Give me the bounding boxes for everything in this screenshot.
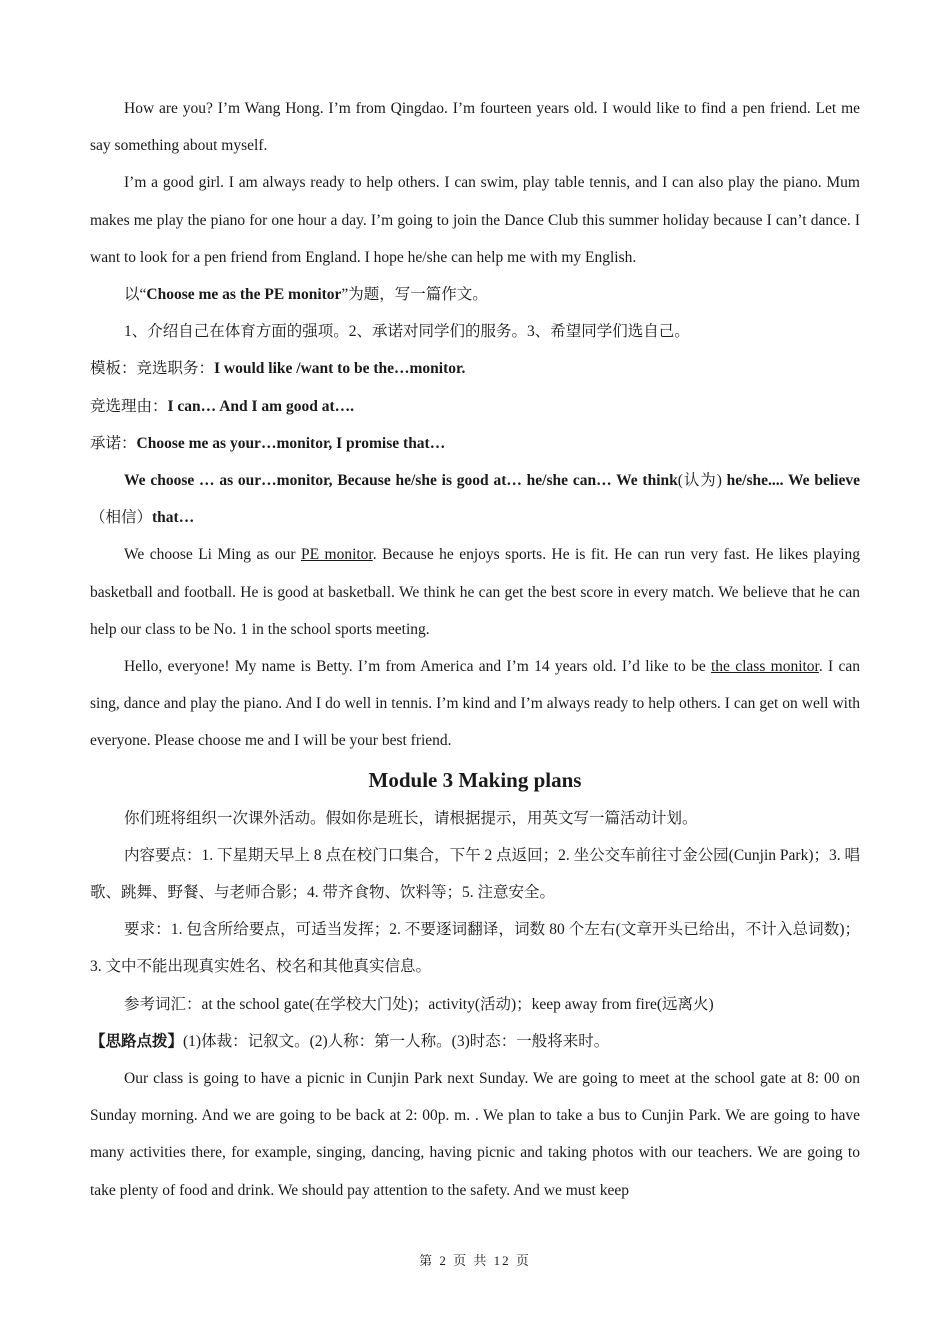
essay1-after: . Because he enjoys sports. He is fit. He can run very fast. He likes playing basketball and football. He is good at basketball. We think he can get the best score in every match. We believe that he can help our class to be No. 1 in the school sports meeting. [90,546,860,638]
module3-content-points: 内容要点：1. 下星期天早上 8 点在校门口集合，下午 2 点返回；2. 坐公交车前往寸金公园(Cunjin Park)；3. 唱歌、跳舞、野餐、与老师合影；4. 带齐食物、饮料等；5. 注意安全。 [90,846,860,902]
template-text-1: I would like /want to be the…monitor. [214,360,466,378]
module3-vocab: 参考词汇：at the school gate(在学校大门处)；activity(活动)；keep away from fire(远离火) [124,995,714,1013]
essay1-before: We choose Li Ming as our [124,546,301,564]
module3-tips [90,1023,860,1060]
module3-essay: Our class is going to have a picnic in Cunjin Park next Sunday. We are going to meet at the school gate at 8: 00 on Sunday morning. And we are going to be back at 2: 00p. m. . We plan to take a bus to Cunjin Park. We are going to have many activities there, for example, singing, dancing, having picnic and taking photos with our teachers. We are going to take plenty of food and drink. We should pay attention to the safety. And we must keep [90,1070,860,1199]
template-line-1 [90,350,860,387]
module3-requirements: 要求：1. 包含所给要点，可适当发挥；2. 不要逐词翻译，词数 80 个左右(文章开头已给出，不计入总词数)；3. 文中不能出现真实姓名、校名和其他真实信息。 [90,921,860,976]
essay2-before: Hello, everyone! My name is Betty. I’m from America and I’m 14 years old. I’d like to be [124,658,711,676]
tips-text: (1)体裁：记叙文。(2)人称：第一人称。(3)时态：一般将来时。 [183,1032,610,1050]
template-text-3: Choose me as your…monitor, I promise that… [136,434,446,452]
intro-paragraph-1: How are you? I’m Wang Hong. I’m from Qingdao. I’m fourteen years old. I would like to find a pen friend. Let me say something about myself. [90,100,860,155]
sample-essay-1 [90,536,860,648]
task-prefix: 以“ [124,286,147,304]
template-label-2: 竞选理由： [90,397,168,415]
choose-template [90,462,860,536]
intro-paragraph-2: I’m a good girl. I am always ready to help others. I can swim, play table tennis, and I can also play the piano. Mum makes me play the piano for one hour a day. I’m going to join the Dance Club this summer holiday because I can’t dance. I want to look for a pen friend from England. I hope he/she can help me with my English. [90,174,860,266]
choose-part-2: he/she.... We believe [721,472,860,490]
template-label-3: 承诺： [90,434,137,452]
template-text-2: I can… And I am good at…. [167,397,354,415]
essay2-after: . I can sing, dance and play the piano. And I do well in tennis. I’m kind and I’m always ready to help others. I can get on well with everyone. Please choose me and I will be your best friend. [90,658,860,750]
writing-task [90,276,860,313]
template-line-3 [90,425,860,462]
sample-essay-2 [90,648,860,760]
task-points: 1、介绍自己在体育方面的强项。2、承诺对同学们的服务。3、希望同学们选自己。 [124,323,690,341]
essay2-underlined: the class monitor [711,658,819,676]
choose-note-1: (认为) [677,472,722,490]
choose-part-1: We choose … as our…monitor, Because he/she is good at… he/she can… We think [124,472,678,490]
essay1-underlined: PE monitor [300,546,373,564]
page-footer: 第 2 页 共 12 页 [419,1253,531,1268]
template-line-2 [90,388,860,425]
task-title: Choose me as the PE monitor [146,286,342,304]
document-body [90,90,860,1209]
choose-part-3: that… [152,509,195,527]
template-label-1: 模板：竞选职务： [90,360,215,378]
module3-intro: 你们班将组织一次课外活动。假如你是班长，请根据提示，用英文写一篇活动计划。 [124,809,698,827]
task-suffix: ”为题，写一篇作文。 [341,286,488,304]
module-title: Module 3 Making plans [368,767,582,792]
tips-label: 【思路点拨】 [90,1032,184,1050]
choose-note-2: （相信） [90,509,153,527]
